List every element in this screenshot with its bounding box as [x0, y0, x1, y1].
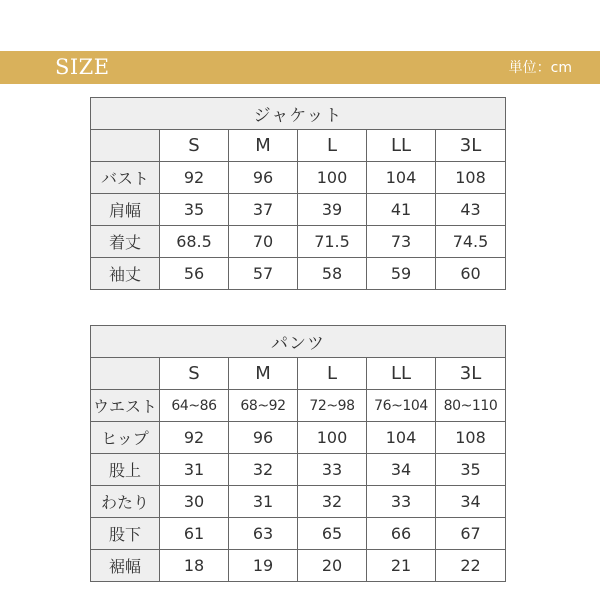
row-label: 袖丈 — [91, 258, 160, 290]
size-header-cell: LL — [367, 358, 436, 390]
value-cell: 43 — [436, 194, 506, 226]
value-cell: 22 — [436, 550, 506, 582]
jacket-table-title: ジャケット — [91, 98, 506, 130]
size-header-cell: LL — [367, 130, 436, 162]
corner-cell — [91, 358, 160, 390]
table-row — [91, 258, 506, 290]
table-row — [91, 422, 506, 454]
size-header-cell: 3L — [436, 358, 506, 390]
size-header-bar — [0, 51, 600, 84]
value-cell: 71.5 — [298, 226, 367, 258]
value-cell: 34 — [367, 454, 436, 486]
table-row — [91, 550, 506, 582]
pants-title-row — [91, 326, 506, 358]
value-cell: 21 — [367, 550, 436, 582]
size-header-cell: L — [298, 130, 367, 162]
table-row — [91, 226, 506, 258]
value-cell: 58 — [298, 258, 367, 290]
value-cell: 92 — [160, 162, 229, 194]
value-cell: 19 — [229, 550, 298, 582]
value-cell: 59 — [367, 258, 436, 290]
value-cell: 30 — [160, 486, 229, 518]
value-cell: 104 — [367, 162, 436, 194]
value-cell: 20 — [298, 550, 367, 582]
value-cell: 39 — [298, 194, 367, 226]
pants-size-table — [90, 325, 506, 582]
value-cell: 18 — [160, 550, 229, 582]
table-row — [91, 518, 506, 550]
row-label: ウエスト — [91, 390, 160, 422]
value-cell: 100 — [298, 422, 367, 454]
value-cell: 63 — [229, 518, 298, 550]
value-cell: 92 — [160, 422, 229, 454]
value-cell: 33 — [367, 486, 436, 518]
row-label: 裾幅 — [91, 550, 160, 582]
size-header-cell: M — [229, 130, 298, 162]
value-cell: 31 — [160, 454, 229, 486]
row-label: ヒップ — [91, 422, 160, 454]
value-cell: 32 — [229, 454, 298, 486]
size-header-cell: S — [160, 130, 229, 162]
value-cell: 96 — [229, 422, 298, 454]
section-title: SIZE — [55, 55, 110, 79]
value-cell: 31 — [229, 486, 298, 518]
value-cell: 64~86 — [160, 390, 229, 422]
value-cell: 68.5 — [160, 226, 229, 258]
value-cell: 108 — [436, 162, 506, 194]
unit-label: 単位：cm — [508, 60, 572, 76]
value-cell: 57 — [229, 258, 298, 290]
row-label: 股上 — [91, 454, 160, 486]
value-cell: 35 — [160, 194, 229, 226]
jacket-size-table — [90, 97, 506, 290]
row-label: 股下 — [91, 518, 160, 550]
value-cell: 67 — [436, 518, 506, 550]
row-label: わたり — [91, 486, 160, 518]
value-cell: 100 — [298, 162, 367, 194]
value-cell: 68~92 — [229, 390, 298, 422]
jacket-size-header-row — [91, 130, 506, 162]
table-row — [91, 390, 506, 422]
row-label: バスト — [91, 162, 160, 194]
value-cell: 61 — [160, 518, 229, 550]
value-cell: 76~104 — [367, 390, 436, 422]
value-cell: 104 — [367, 422, 436, 454]
value-cell: 33 — [298, 454, 367, 486]
value-cell: 35 — [436, 454, 506, 486]
size-header-cell: L — [298, 358, 367, 390]
row-label: 肩幅 — [91, 194, 160, 226]
value-cell: 34 — [436, 486, 506, 518]
jacket-title-row — [91, 98, 506, 130]
value-cell: 56 — [160, 258, 229, 290]
value-cell: 72~98 — [298, 390, 367, 422]
value-cell: 37 — [229, 194, 298, 226]
table-row — [91, 162, 506, 194]
table-row — [91, 486, 506, 518]
corner-cell — [91, 130, 160, 162]
table-row — [91, 454, 506, 486]
table-row — [91, 194, 506, 226]
value-cell: 66 — [367, 518, 436, 550]
value-cell: 108 — [436, 422, 506, 454]
value-cell: 96 — [229, 162, 298, 194]
value-cell: 32 — [298, 486, 367, 518]
value-cell: 73 — [367, 226, 436, 258]
size-header-cell: S — [160, 358, 229, 390]
size-header-cell: 3L — [436, 130, 506, 162]
pants-table-title: パンツ — [91, 326, 506, 358]
value-cell: 65 — [298, 518, 367, 550]
row-label: 着丈 — [91, 226, 160, 258]
size-header-cell: M — [229, 358, 298, 390]
value-cell: 80~110 — [436, 390, 506, 422]
value-cell: 70 — [229, 226, 298, 258]
value-cell: 74.5 — [436, 226, 506, 258]
value-cell: 41 — [367, 194, 436, 226]
value-cell: 60 — [436, 258, 506, 290]
pants-size-header-row — [91, 358, 506, 390]
